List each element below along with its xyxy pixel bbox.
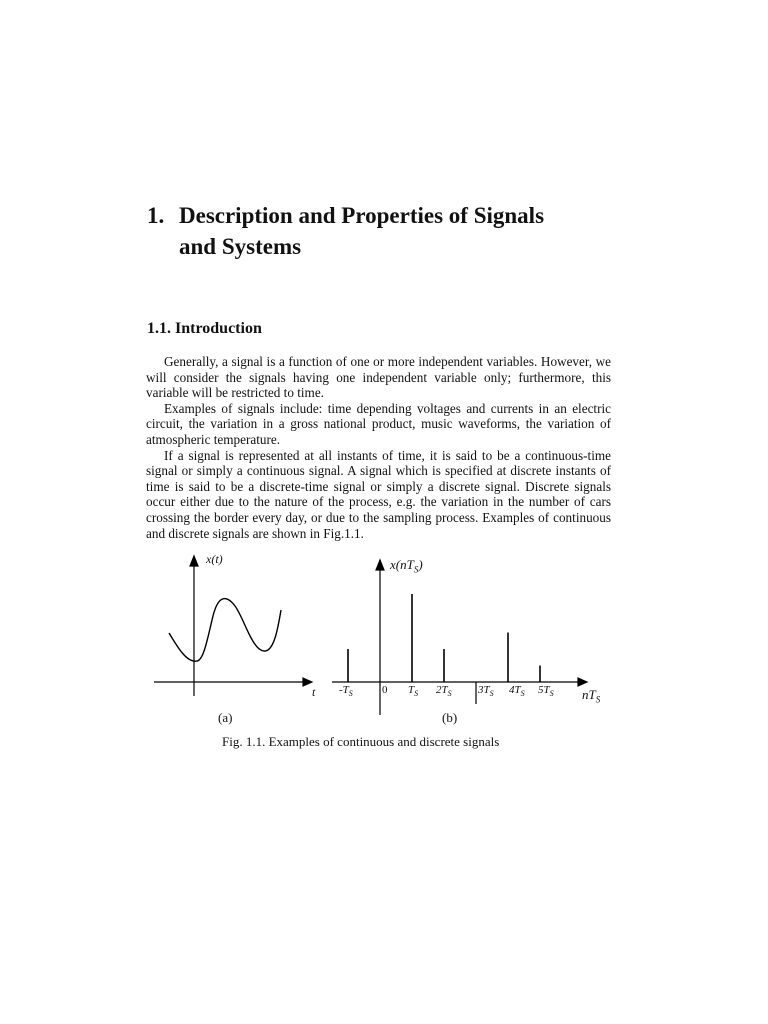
body-text <box>146 354 611 541</box>
panel-a-axes <box>154 556 312 696</box>
panel-a-x-arrow <box>303 678 312 686</box>
chapter-title-line2: and Systems <box>179 234 302 259</box>
panel-b-x-label: $nT_S$ <box>582 687 601 705</box>
tick-label: $3T_S$ <box>478 684 494 699</box>
tick-label: $5T_S$ <box>538 684 554 699</box>
chapter-number: 1. <box>147 203 165 228</box>
panel-a-y-label: x(t) <box>206 552 223 566</box>
panel-b-stems <box>348 594 540 682</box>
panel-b-y-label: $x(nT_S)$ <box>390 557 423 575</box>
panel-a-y-arrow <box>190 556 198 566</box>
tick-label: $-T_S$ <box>339 684 353 699</box>
section-title: 1.1. Introduction <box>147 320 262 337</box>
panel-a-x-label: t <box>312 685 316 699</box>
figure-caption: Fig. 1.1. Examples of continuous and discrete signals <box>222 734 500 749</box>
tick-label: 0 <box>382 684 388 696</box>
panel-b-y-arrow <box>376 560 384 570</box>
tick-label: $T_S$ <box>408 684 419 699</box>
chapter-title-line1: Description and Properties of Signals <box>179 203 545 228</box>
tick-label: $4T_S$ <box>509 684 525 699</box>
panel-b-x-arrow <box>578 678 587 686</box>
paragraph: Examples of signals include: time depending voltages and currents in an electric circuit, the variation in a gross national product, music waveforms, the variation of atmospheric temperature. <box>146 400 611 447</box>
tick-label: $2T_S$ <box>436 684 452 699</box>
panel-b-label: (b) <box>442 710 458 725</box>
continuous-signal-curve <box>169 599 281 662</box>
panel-a-label: (a) <box>218 710 233 725</box>
paragraph: Generally, a signal is a function of one or more independent variables. However, we will consider the signals having one independent variable only; furthermore, this variable will be restricted to time. <box>146 354 611 401</box>
chapter-title <box>147 200 627 262</box>
paragraph: If a signal is represented at all instants of time, it is said to be a continuous-time signal or simply a continuous signal. A signal which is specified at discrete instants of time is said to be a discrete-time signal or simply a discrete signal. Discrete signals occur either due to the nature of the process, e.g. the variation in the number of cars crossing the border every day, or due to the sampling process. Examples of continuous and discrete signals are shown in Fig.1.1. <box>146 447 611 541</box>
